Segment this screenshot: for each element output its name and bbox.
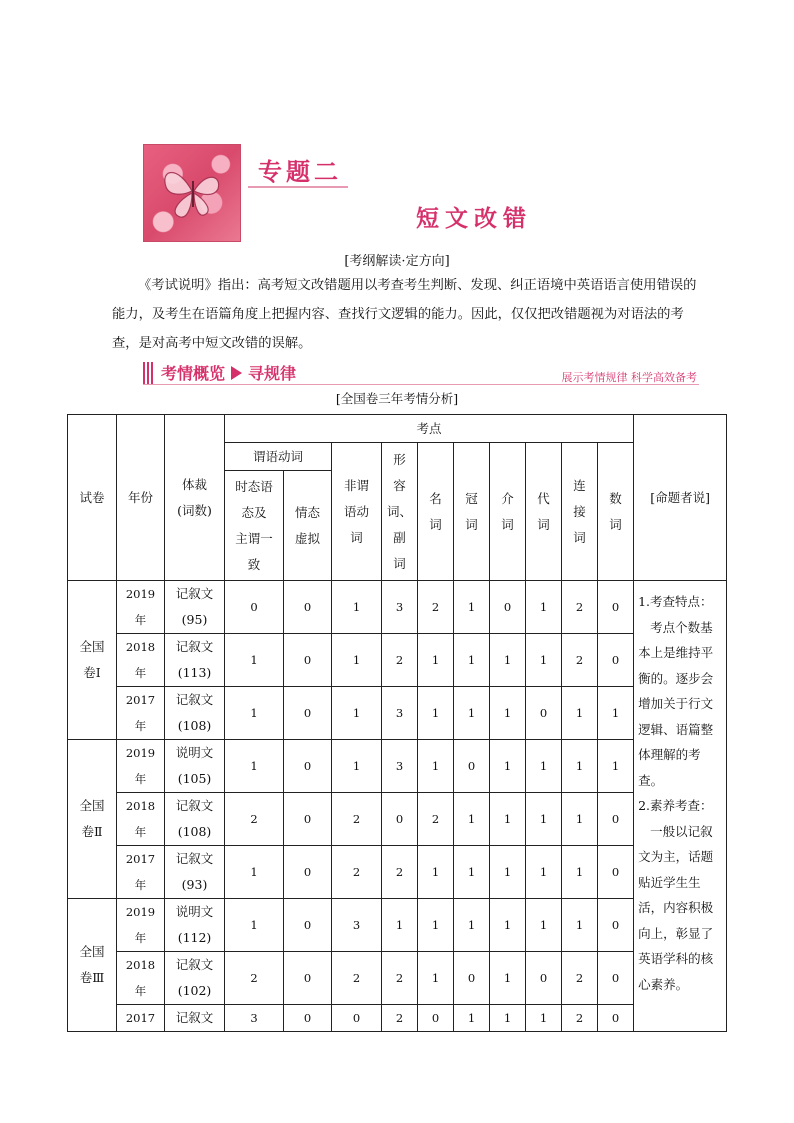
- section-bar: [143, 361, 699, 385]
- count-cell: 1: [490, 899, 526, 952]
- count-cell: 2: [418, 581, 454, 634]
- table-row: [68, 581, 727, 634]
- paper-cell: 全国 卷Ⅱ: [68, 740, 117, 899]
- count-cell: 0: [382, 793, 418, 846]
- header-predicate: 谓语动词: [225, 443, 332, 471]
- count-cell: 1: [490, 687, 526, 740]
- count-cell: 0: [418, 1005, 454, 1032]
- header-kaodian: 考点: [225, 415, 634, 443]
- year-cell: 2017: [117, 1005, 165, 1032]
- table-row: [68, 687, 727, 740]
- exam-analysis-table: [67, 414, 727, 1032]
- table-row: [68, 634, 727, 687]
- comment-cell: [634, 581, 727, 1032]
- genre-cell: 记叙文 (102): [165, 952, 225, 1005]
- genre-cell: 记叙文 (113): [165, 634, 225, 687]
- count-cell: 1: [490, 793, 526, 846]
- count-cell: 0: [526, 952, 562, 1005]
- comment-1-title: 1.考查特点：: [638, 594, 713, 609]
- count-cell: 0: [284, 952, 332, 1005]
- count-cell: 1: [418, 687, 454, 740]
- count-cell: 1: [490, 846, 526, 899]
- count-cell: 1: [332, 634, 382, 687]
- count-cell: 1: [598, 740, 634, 793]
- header-nonfinite: 非谓 语动 词: [332, 443, 382, 581]
- count-cell: 1: [454, 899, 490, 952]
- topic-divider: [248, 186, 348, 188]
- count-cell: 1: [454, 687, 490, 740]
- count-cell: 1: [332, 740, 382, 793]
- table-row: [68, 952, 727, 1005]
- count-cell: 1: [526, 793, 562, 846]
- section-subtitle: 展示考情规律 科学高效备考: [561, 371, 697, 384]
- count-cell: 0: [598, 899, 634, 952]
- count-cell: 0: [598, 1005, 634, 1032]
- comment-2-body: 一般以记叙文为主，话题贴近学生生活，内容积极向上，彰显了英语学科的核心素养。: [638, 823, 714, 992]
- intro-paragraph: 《考试说明》指出：高考短文改错题用以考查考生判断、发现、纠正语境中英语语言使用错误的能力，及考生在语篇角度上把握内容、查找行文逻辑的能力。因此，仅仅把改错题视为对语法的考查，是对高考中短文改错的误解。: [112, 278, 697, 351]
- count-cell: 1: [454, 1005, 490, 1032]
- header-adj-adv: 形 容 词、 副 词: [382, 443, 418, 581]
- comment-1-body: 考点个数基本上是维持平衡的。逐步会增加关于行文逻辑、语篇整体理解的考查。: [638, 619, 714, 788]
- table-row: [68, 899, 727, 952]
- header-noun: 名 词: [418, 443, 454, 581]
- count-cell: 2: [382, 952, 418, 1005]
- count-cell: 1: [454, 793, 490, 846]
- header-prep: 介 词: [490, 443, 526, 581]
- count-cell: 1: [332, 581, 382, 634]
- count-cell: 1: [454, 581, 490, 634]
- count-cell: 1: [418, 740, 454, 793]
- header-num: 数 词: [598, 443, 634, 581]
- count-cell: 1: [490, 740, 526, 793]
- genre-cell: 说明文 (105): [165, 740, 225, 793]
- count-cell: 2: [225, 793, 284, 846]
- table-row: [68, 740, 727, 793]
- count-cell: 0: [454, 952, 490, 1005]
- count-cell: 3: [382, 581, 418, 634]
- header-paper: 试卷: [68, 415, 117, 581]
- outline-heading: [考纲解读·定方向]: [344, 254, 450, 269]
- count-cell: 1: [526, 740, 562, 793]
- count-cell: 2: [225, 952, 284, 1005]
- genre-cell: 记叙文 (93): [165, 846, 225, 899]
- count-cell: 3: [225, 1005, 284, 1032]
- count-cell: 1: [418, 634, 454, 687]
- count-cell: 0: [598, 952, 634, 1005]
- count-cell: 3: [382, 687, 418, 740]
- year-cell: 2019 年: [117, 581, 165, 634]
- count-cell: 0: [284, 687, 332, 740]
- table-row: [68, 1005, 727, 1032]
- count-cell: 2: [418, 793, 454, 846]
- header-pron: 代 词: [526, 443, 562, 581]
- header-genre: 体裁 (词数): [165, 415, 225, 581]
- count-cell: 2: [562, 1005, 598, 1032]
- header-article: 冠 词: [454, 443, 490, 581]
- header-mood: 情态 虚拟: [284, 471, 332, 581]
- count-cell: 1: [490, 634, 526, 687]
- count-cell: 0: [598, 793, 634, 846]
- year-cell: 2019 年: [117, 740, 165, 793]
- count-cell: 1: [490, 952, 526, 1005]
- count-cell: 2: [332, 952, 382, 1005]
- count-cell: 3: [382, 740, 418, 793]
- count-cell: 0: [598, 581, 634, 634]
- count-cell: 0: [598, 846, 634, 899]
- count-cell: 1: [526, 1005, 562, 1032]
- count-cell: 2: [382, 1005, 418, 1032]
- count-cell: 0: [284, 899, 332, 952]
- year-cell: 2018 年: [117, 952, 165, 1005]
- count-cell: 0: [526, 687, 562, 740]
- topic-number: 专题二: [258, 158, 342, 186]
- year-cell: 2017 年: [117, 687, 165, 740]
- count-cell: 0: [284, 634, 332, 687]
- count-cell: 1: [526, 846, 562, 899]
- count-cell: 1: [526, 899, 562, 952]
- count-cell: 1: [526, 581, 562, 634]
- count-cell: 1: [225, 846, 284, 899]
- count-cell: 2: [562, 634, 598, 687]
- genre-cell: 记叙文 (95): [165, 581, 225, 634]
- count-cell: 0: [284, 740, 332, 793]
- count-cell: 1: [454, 846, 490, 899]
- count-cell: 1: [562, 687, 598, 740]
- count-cell: 3: [332, 899, 382, 952]
- section-underline: [143, 384, 699, 385]
- count-cell: 1: [454, 634, 490, 687]
- count-cell: 0: [490, 581, 526, 634]
- header-year: 年份: [117, 415, 165, 581]
- genre-cell: 记叙文 (108): [165, 687, 225, 740]
- count-cell: 1: [562, 846, 598, 899]
- topic-title: 短文改错: [416, 206, 532, 232]
- table-header-row: [68, 415, 727, 443]
- count-cell: 0: [284, 846, 332, 899]
- genre-cell: 记叙文: [165, 1005, 225, 1032]
- header-tense: 时态语 态及 主谓一 致: [225, 471, 284, 581]
- count-cell: 1: [332, 687, 382, 740]
- butterfly-icon: [158, 161, 226, 223]
- count-cell: 2: [332, 846, 382, 899]
- count-cell: 1: [382, 899, 418, 952]
- section-title: [161, 361, 296, 384]
- arrow-right-icon: [231, 366, 242, 380]
- count-cell: 1: [562, 899, 598, 952]
- section-title-left: 考情概览: [161, 364, 226, 383]
- count-cell: 0: [332, 1005, 382, 1032]
- count-cell: 1: [562, 793, 598, 846]
- count-cell: 1: [225, 634, 284, 687]
- paper-cell: 全国 卷Ⅰ: [68, 581, 117, 740]
- count-cell: 1: [225, 899, 284, 952]
- count-cell: 1: [418, 846, 454, 899]
- comment-2-title: 2.素养考查：: [638, 798, 713, 813]
- count-cell: 0: [225, 581, 284, 634]
- year-cell: 2019 年: [117, 899, 165, 952]
- count-cell: 0: [284, 581, 332, 634]
- year-cell: 2017 年: [117, 846, 165, 899]
- section-title-right: 寻规律: [248, 364, 297, 383]
- header-comment: [命题者说]: [634, 415, 727, 581]
- count-cell: 0: [454, 740, 490, 793]
- year-cell: 2018 年: [117, 634, 165, 687]
- year-cell: 2018 年: [117, 793, 165, 846]
- genre-cell: 说明文 (112): [165, 899, 225, 952]
- count-cell: 1: [418, 952, 454, 1005]
- count-cell: 1: [225, 687, 284, 740]
- header-conj: 连 接 词: [562, 443, 598, 581]
- count-cell: 2: [562, 581, 598, 634]
- count-cell: 0: [284, 793, 332, 846]
- count-cell: 1: [562, 740, 598, 793]
- table-caption: [全国卷三年考情分析]: [335, 391, 459, 406]
- count-cell: 2: [382, 634, 418, 687]
- count-cell: 1: [490, 1005, 526, 1032]
- paper-cell: 全国 卷Ⅲ: [68, 899, 117, 1032]
- count-cell: 2: [562, 952, 598, 1005]
- count-cell: 2: [382, 846, 418, 899]
- count-cell: 1: [526, 634, 562, 687]
- genre-cell: 记叙文 (108): [165, 793, 225, 846]
- count-cell: 1: [225, 740, 284, 793]
- count-cell: 2: [332, 793, 382, 846]
- count-cell: 0: [598, 634, 634, 687]
- count-cell: 1: [418, 899, 454, 952]
- banner-butterfly-image: [143, 144, 241, 242]
- section-stripes-icon: [143, 362, 155, 384]
- count-cell: 1: [598, 687, 634, 740]
- count-cell: 0: [284, 1005, 332, 1032]
- table-row: [68, 846, 727, 899]
- table-row: [68, 793, 727, 846]
